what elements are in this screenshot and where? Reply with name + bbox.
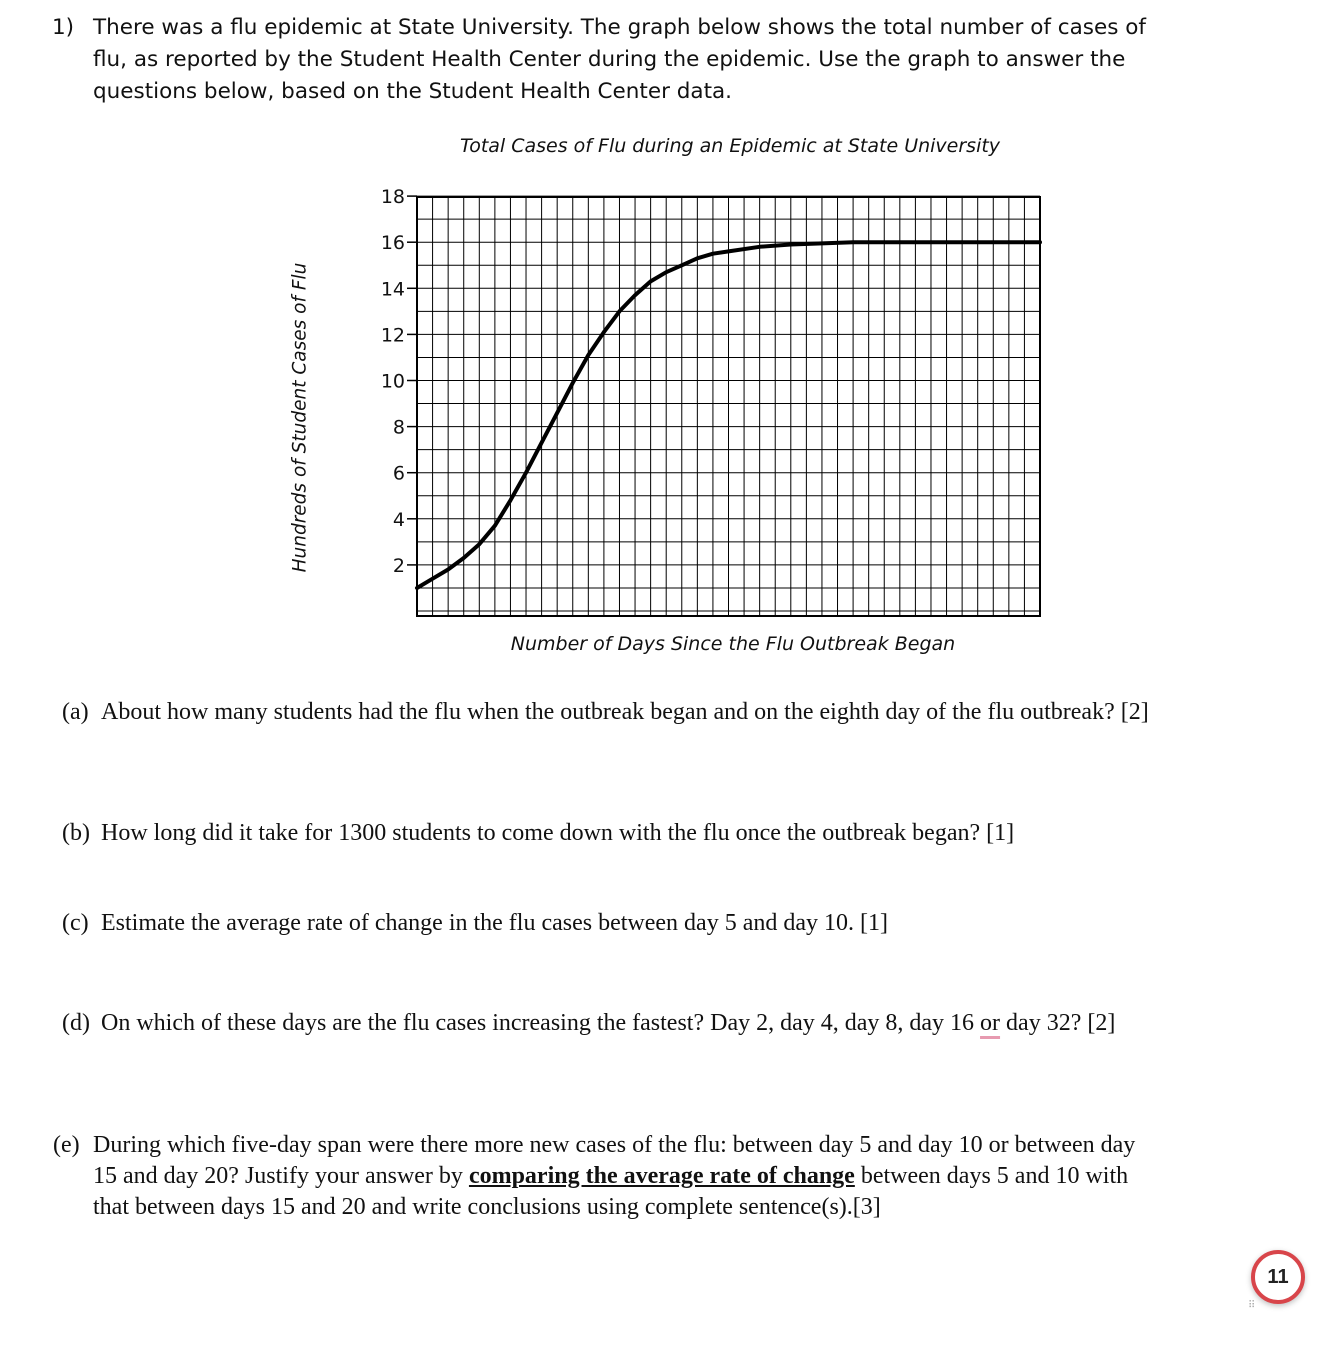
question-a — [62, 697, 1172, 728]
y-tick-label: 6 — [392, 462, 405, 485]
question-text — [62, 1008, 1172, 1039]
y-tick-label: 12 — [380, 324, 405, 347]
y-tick-label: 14 — [380, 278, 405, 301]
x-axis-label: Number of Days Since the Flu Outbreak Began — [510, 633, 956, 655]
question-text-part: day 32? [2] — [1000, 1010, 1116, 1036]
spellcheck-underlined-word[interactable]: or — [980, 1010, 1001, 1036]
y-tick-label: 2 — [392, 554, 405, 577]
question-c — [62, 908, 1172, 939]
drag-handle-icon[interactable]: ⠿ — [1248, 1300, 1256, 1311]
y-axis-label: Hundreds of Student Cases of Flu — [289, 262, 311, 573]
question-label: (e) — [53, 1132, 80, 1158]
question-text-part: Estimate the average rate of change in the flu cases between day 5 and day 10. [1] — [101, 910, 888, 936]
question-text-part: About how many students had the flu when the outbreak began and on the eighth day of the flu outbreak? [2] — [101, 699, 1149, 725]
question-text-part: How long did it take for 1300 students to come down with the flu once the outbreak began? [1] — [101, 820, 1015, 846]
question-text — [62, 908, 1172, 939]
question-text — [53, 1130, 1163, 1223]
page-number-badge[interactable]: 11 — [1251, 1250, 1305, 1304]
y-tick-labels — [381, 186, 417, 577]
question-text — [62, 818, 1172, 849]
question-e — [53, 1130, 1163, 1223]
question-text-part: On which of these days are the flu cases increasing the fastest? Day 2, day 4, day 8, day 16 — [101, 1010, 981, 1036]
question-label: (a) — [62, 699, 89, 725]
emphasized-phrase: comparing the average rate of change — [468, 1163, 855, 1189]
y-tick-label: 8 — [392, 416, 405, 439]
question-label: (c) — [62, 910, 89, 936]
question-d — [62, 1008, 1172, 1039]
question-text — [62, 697, 1172, 728]
question-b — [62, 818, 1172, 849]
problem-number: 1) — [52, 15, 75, 40]
question-label: (d) — [62, 1010, 90, 1036]
y-tick-label: 4 — [392, 508, 405, 531]
chart-grid — [417, 196, 1040, 616]
y-tick-label: 10 — [380, 370, 405, 393]
question-text-part: between days 5 and 10 with that between days 15 and 20 and write conclusions using complete sentence(s).[3] — [93, 1163, 1129, 1220]
y-tick-label: 16 — [380, 232, 405, 255]
question-label: (b) — [62, 820, 90, 846]
question-text-part: During which five-day span were there more new cases of the flu: between day 5 and day 10 or between day 15 and day 20? Justify your answer by — [93, 1132, 1136, 1189]
chart-title: Total Cases of Flu during an Epidemic at State University — [459, 135, 1001, 157]
y-tick-label: 18 — [380, 186, 405, 209]
problem-intro-text: There was a flu epidemic at State University. The graph below shows the total number of cases of flu, as reported by the Student Health Center during the epidemic. Use the graph to answer the questions below, based on the Student Health Center data. — [93, 15, 1146, 104]
